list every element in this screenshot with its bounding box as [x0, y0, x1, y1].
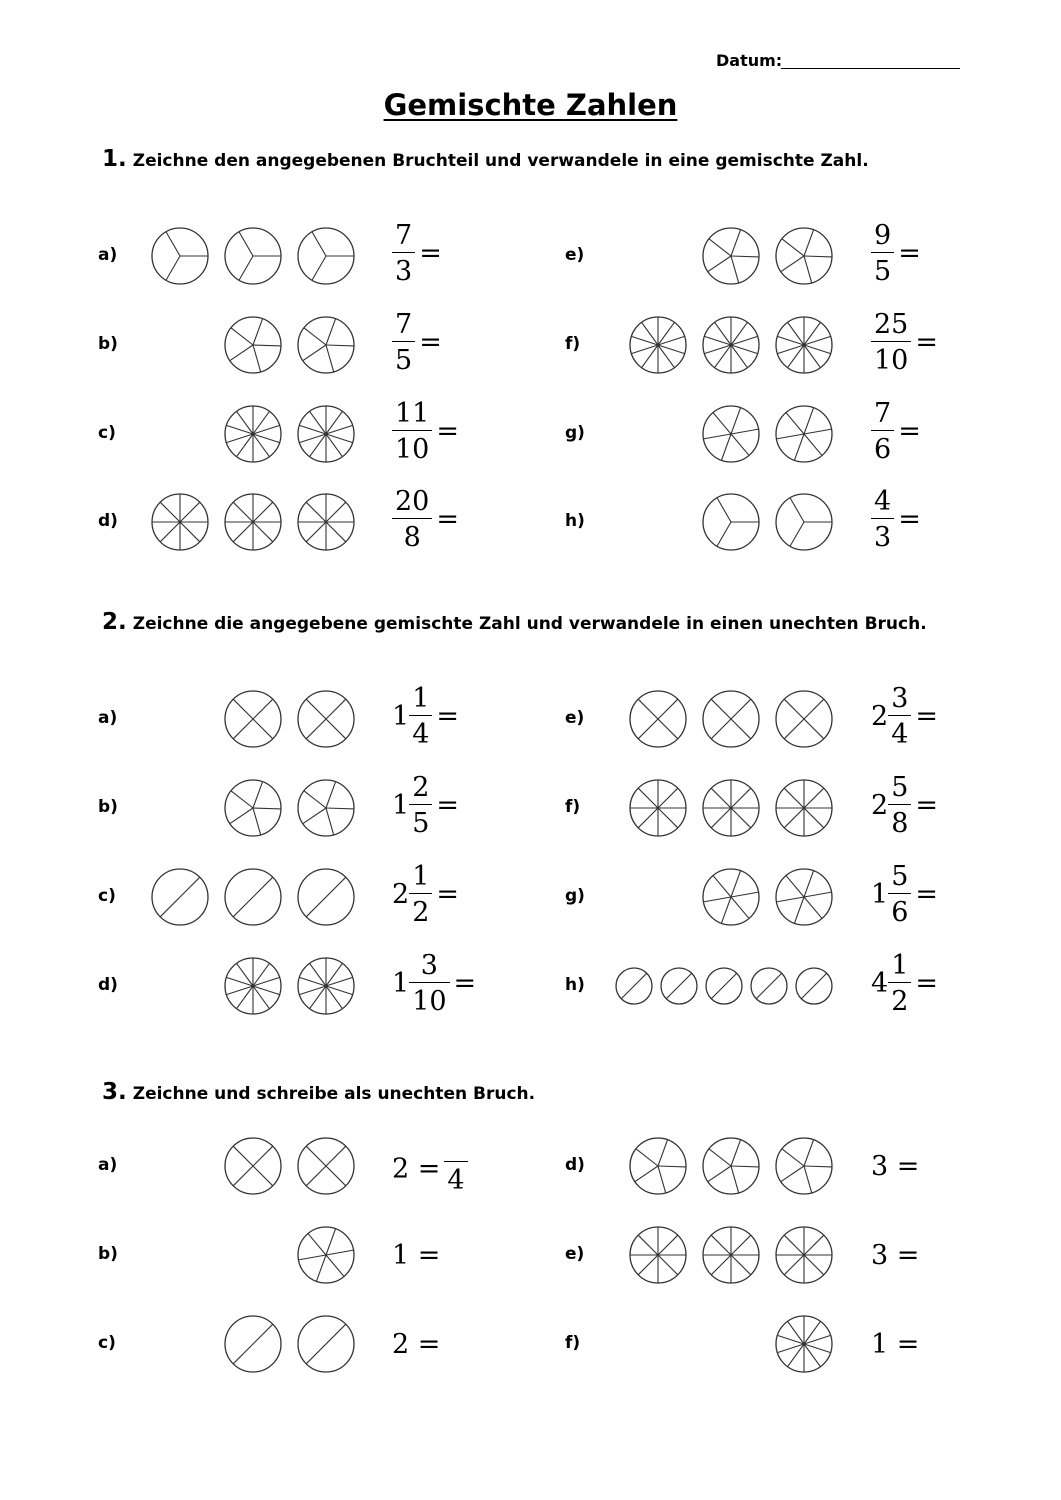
exercise-label: a)	[98, 708, 118, 728]
numerator: 9	[871, 222, 894, 253]
exercise-label: c)	[98, 1333, 116, 1353]
fraction-circle[interactable]	[749, 966, 789, 1010]
fraction-circle[interactable]	[150, 867, 210, 931]
fraction-circle[interactable]	[774, 226, 834, 290]
task-1-heading	[102, 146, 869, 172]
task-instruction: Zeichne die angegebene gemischte Zahl und verwandele in einen unechten Bruch.	[132, 614, 927, 634]
whole-number: 1	[392, 701, 410, 732]
denominator: 3	[874, 522, 892, 553]
denominator: 4	[447, 1165, 465, 1196]
fraction-circle[interactable]	[774, 689, 834, 753]
exercise-label: f)	[565, 797, 581, 817]
fraction-circle[interactable]	[150, 226, 210, 290]
fraction-circle[interactable]	[794, 966, 834, 1010]
fraction-circle[interactable]	[701, 1225, 761, 1289]
numerator-blank[interactable]	[444, 1144, 467, 1162]
fraction	[888, 685, 911, 748]
exercise-label: g)	[565, 423, 585, 443]
equals-sign: =	[419, 238, 442, 269]
denominator: 8	[891, 808, 909, 839]
equation-text: 2 =	[392, 1153, 441, 1185]
numerator: 5	[888, 774, 911, 805]
fraction	[871, 488, 894, 551]
denominator: 6	[874, 434, 892, 465]
fraction	[871, 222, 894, 285]
denominator: 10	[874, 345, 909, 376]
fraction-circle[interactable]	[628, 1136, 688, 1200]
math-expression	[871, 311, 938, 374]
math-expression	[871, 488, 921, 551]
math-expression	[392, 488, 459, 551]
exercise-label: b)	[98, 334, 118, 354]
fraction-circle[interactable]	[296, 956, 356, 1020]
fraction-circle[interactable]	[223, 956, 283, 1020]
task-2-heading	[102, 609, 927, 635]
whole-number: 1	[392, 790, 410, 821]
exercise-label: e)	[565, 245, 585, 265]
exercise-label: a)	[98, 1155, 118, 1175]
fraction-circle[interactable]	[628, 315, 688, 379]
numerator: 25	[871, 311, 911, 342]
equation-text: 1 =	[392, 1240, 441, 1271]
equals-sign: =	[453, 968, 477, 999]
date-label: Datum:	[716, 51, 783, 70]
fraction	[871, 400, 894, 463]
numerator: 1	[409, 863, 432, 894]
fraction	[409, 863, 432, 926]
exercise-label: f)	[565, 334, 581, 354]
denominator: 2	[891, 986, 909, 1017]
denominator: 4	[412, 719, 430, 750]
fraction-circle[interactable]	[774, 778, 834, 842]
equation-text: 3 =	[871, 1240, 920, 1271]
fraction	[409, 952, 449, 1015]
exercise-label: d)	[565, 1155, 585, 1175]
equals-sign: =	[915, 790, 938, 821]
math-expression	[871, 222, 921, 285]
equals-sign: =	[898, 504, 921, 535]
fraction-circle[interactable]	[223, 1314, 283, 1378]
exercise-label: h)	[565, 975, 585, 995]
exercise-label: d)	[98, 975, 118, 995]
fraction-circle[interactable]	[223, 492, 283, 556]
math-expression	[392, 222, 442, 285]
equals-sign: =	[915, 701, 938, 732]
fraction-circle[interactable]	[296, 404, 356, 468]
equation-text: 3 =	[871, 1151, 920, 1182]
exercise-label: c)	[98, 886, 116, 906]
equals-sign: =	[898, 416, 921, 447]
task-instruction: Zeichne und schreibe als unechten Bruch.	[132, 1084, 536, 1104]
equals-sign: =	[915, 879, 938, 910]
fraction-circle[interactable]	[774, 867, 834, 931]
fraction-circle[interactable]	[701, 226, 761, 290]
math-expression	[392, 1144, 468, 1194]
fraction-circle[interactable]	[774, 315, 834, 379]
fraction	[409, 774, 432, 837]
denominator: 6	[891, 897, 909, 928]
fraction-circle[interactable]	[701, 492, 761, 556]
math-expression	[392, 1330, 440, 1358]
math-expression	[871, 685, 938, 748]
fraction-circle[interactable]	[774, 404, 834, 468]
fraction-circle[interactable]	[150, 492, 210, 556]
whole-number: 2	[392, 879, 410, 910]
denominator: 10	[412, 986, 447, 1017]
exercise-label: b)	[98, 1244, 118, 1264]
numerator: 7	[392, 311, 415, 342]
fraction-circle[interactable]	[223, 867, 283, 931]
equals-sign: =	[436, 879, 459, 910]
exercise-label: g)	[565, 886, 585, 906]
math-expression	[392, 952, 476, 1015]
equals-sign: =	[915, 968, 938, 999]
whole-number: 1	[871, 879, 889, 910]
fraction-circle[interactable]	[701, 1136, 761, 1200]
denominator: 5	[412, 808, 430, 839]
fraction-circle[interactable]	[223, 226, 283, 290]
fraction-circle[interactable]	[774, 1225, 834, 1289]
math-expression	[871, 863, 938, 926]
fraction	[392, 488, 432, 551]
numerator: 7	[871, 400, 894, 431]
exercise-label: f)	[565, 1333, 581, 1353]
denominator: 10	[395, 434, 430, 465]
fraction-circle[interactable]	[774, 1136, 834, 1200]
equation-text: 1 =	[871, 1329, 920, 1360]
math-expression	[392, 1241, 440, 1269]
fraction-circle[interactable]	[659, 966, 699, 1010]
equals-sign: =	[898, 238, 921, 269]
fraction-circle[interactable]	[296, 689, 356, 753]
exercise-label: h)	[565, 511, 585, 531]
whole-number: 1	[392, 968, 410, 999]
fraction	[392, 222, 415, 285]
fraction-circle[interactable]	[701, 689, 761, 753]
math-expression	[392, 774, 459, 837]
fraction-circle[interactable]	[614, 966, 654, 1010]
math-expression	[871, 1330, 919, 1358]
equals-sign: =	[436, 790, 459, 821]
task-number: 2.	[102, 609, 127, 635]
fraction-circle[interactable]	[223, 315, 283, 379]
numerator: 7	[392, 222, 415, 253]
fraction-circle[interactable]	[296, 492, 356, 556]
exercise-label: b)	[98, 797, 118, 817]
fraction-circle[interactable]	[223, 404, 283, 468]
fraction-circle[interactable]	[701, 778, 761, 842]
exercise-label: e)	[565, 708, 585, 728]
equals-sign: =	[436, 416, 459, 447]
exercise-label: e)	[565, 1244, 585, 1264]
fraction	[871, 311, 911, 374]
task-instruction: Zeichne den angegebenen Bruchteil und verwandele in eine gemischte Zahl.	[132, 151, 869, 171]
fraction	[392, 311, 415, 374]
denominator: 5	[395, 345, 413, 376]
date-field[interactable]	[781, 68, 960, 69]
math-expression	[392, 685, 459, 748]
math-expression	[871, 774, 938, 837]
numerator: 5	[888, 863, 911, 894]
task-3-heading	[102, 1079, 535, 1105]
fraction-circle[interactable]	[296, 315, 356, 379]
fraction-circle[interactable]	[701, 315, 761, 379]
fraction-circle[interactable]	[628, 1225, 688, 1289]
math-expression	[392, 311, 442, 374]
fraction-circle[interactable]	[296, 867, 356, 931]
fraction	[888, 952, 911, 1015]
math-expression	[871, 1241, 919, 1269]
fraction-circle[interactable]	[628, 778, 688, 842]
exercise-label: d)	[98, 511, 118, 531]
numerator: 2	[409, 774, 432, 805]
numerator: 11	[392, 400, 432, 431]
denominator: 3	[395, 256, 413, 287]
equals-sign: =	[419, 327, 442, 358]
fraction-circle[interactable]	[223, 778, 283, 842]
equals-sign: =	[436, 504, 459, 535]
fraction	[392, 400, 432, 463]
fraction-circle[interactable]	[296, 226, 356, 290]
denominator: 8	[403, 522, 421, 553]
math-expression	[871, 400, 921, 463]
fraction-circle[interactable]	[296, 778, 356, 842]
fraction-circle[interactable]	[701, 867, 761, 931]
task-number: 3.	[102, 1079, 127, 1105]
fraction-circle[interactable]	[628, 689, 688, 753]
fraction-blank	[444, 1144, 467, 1194]
math-expression	[871, 1152, 919, 1180]
fraction-circle[interactable]	[223, 689, 283, 753]
fraction	[409, 685, 432, 748]
exercise-label: a)	[98, 245, 118, 265]
fraction-circle[interactable]	[774, 1314, 834, 1378]
fraction-circle[interactable]	[704, 966, 744, 1010]
fraction-circle[interactable]	[774, 492, 834, 556]
whole-number: 4	[871, 968, 889, 999]
fraction	[888, 863, 911, 926]
task-number: 1.	[102, 146, 127, 172]
numerator: 20	[392, 488, 432, 519]
numerator: 3	[888, 685, 911, 716]
whole-number: 2	[871, 701, 889, 732]
fraction-circle[interactable]	[296, 1225, 356, 1289]
math-expression	[392, 863, 459, 926]
fraction-circle[interactable]	[296, 1136, 356, 1200]
denominator: 2	[412, 897, 430, 928]
numerator: 4	[871, 488, 894, 519]
numerator: 1	[888, 952, 911, 983]
fraction-circle[interactable]	[296, 1314, 356, 1378]
whole-number: 2	[871, 790, 889, 821]
fraction	[888, 774, 911, 837]
denominator: 4	[891, 719, 909, 750]
math-expression	[392, 400, 459, 463]
fraction-circle[interactable]	[223, 1136, 283, 1200]
page-title: Gemischte Zahlen	[383, 88, 678, 122]
math-expression	[871, 952, 938, 1015]
exercise-label: c)	[98, 423, 116, 443]
numerator: 1	[409, 685, 432, 716]
equals-sign: =	[915, 327, 938, 358]
denominator: 5	[874, 256, 892, 287]
fraction-circle[interactable]	[701, 404, 761, 468]
numerator: 3	[409, 952, 449, 983]
equation-text: 2 =	[392, 1329, 441, 1360]
equals-sign: =	[436, 701, 459, 732]
